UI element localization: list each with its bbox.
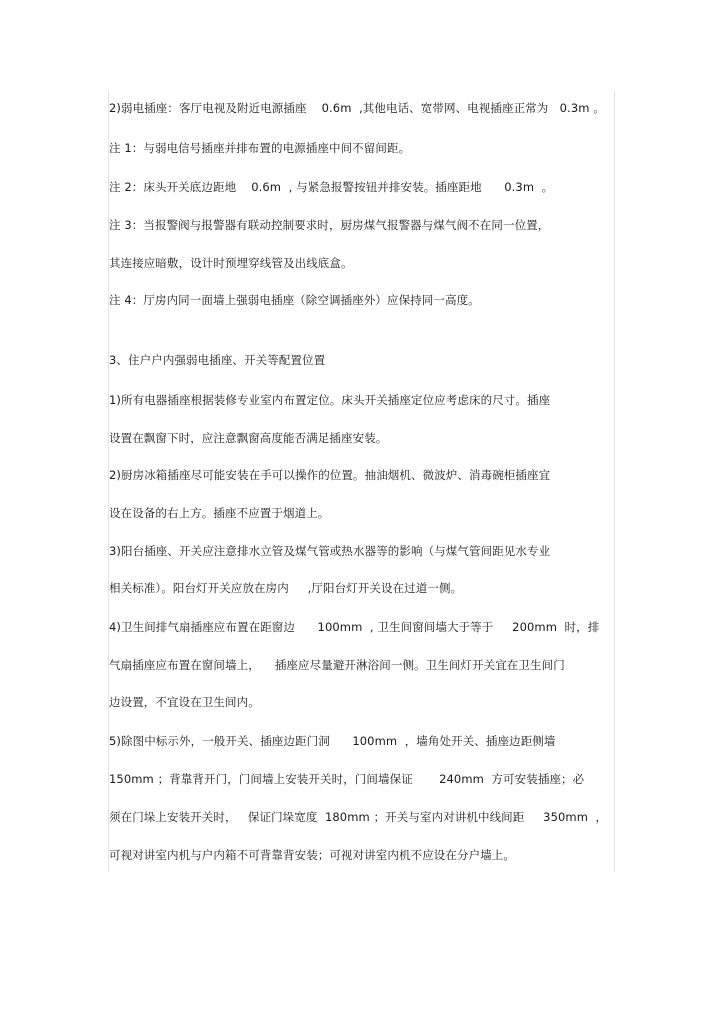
text-line-item-3: 3)阳台插座、开关应注意排水立管及煤气管或热水器等的影响（与煤气管间距见水专业 [109, 544, 551, 558]
text-line-note-3-cont: 其连接应暗敷，设计时预埋穿线管及出线底盒。 [109, 256, 353, 270]
text-line-item-4-cont: 气扇插座应布置在窗间墙上， 插座应尽量避开淋浴间一侧。卫生间灯开关宜在卫生间门 [109, 658, 565, 672]
text-line-item-5-cont: 150mm ；背靠背开门，门间墙上安装开关时，门间墙保证 240mm 方可安装插座；必 [109, 772, 585, 786]
text-line-item-1: 1)所有电器插座根据装修专业室内布置定位。床头开关插座定位应考虑床的尺寸。插座 [109, 393, 551, 407]
text-line-item-2-cont: 设在设备的右上方。插座不应置于烟道上。 [109, 506, 330, 520]
text-line-item-2: 2)厨房冰箱插座尽可能安装在手可以操作的位置。抽油烟机、微波炉、消毒碗柜插座宜 [109, 468, 551, 482]
text-line-note-2: 注 2：床头开关底边距地 0.6m , 与紧急报警按钮并排安装。插座距地 0.3m 。 [109, 180, 554, 194]
text-line-weak-socket-height: 2)弱电插座：客厅电视及附近电源插座 0.6m ,其他电话、宽带网、电视插座正常为 0.3m 。 [109, 101, 605, 115]
text-line-item-1-cont: 设置在飘窗下时，应注意飘窗高度能否满足插座安装。 [109, 431, 388, 445]
text-line-item-4-cont2: 边设置，不宜设在卫生间内。 [109, 695, 260, 709]
text-line-item-5: 5)除图中标示外，一般开关、插座边距门洞 100mm ，墙角处开关、插座边距侧墙 [109, 734, 556, 748]
text-line-item-5-cont2: 须在门垛上安装开关时， 保证门垛宽度 180mm ；开关与室内对讲机中线间距 350mm ， [109, 810, 608, 824]
text-line-note-4: 注 4：厅房内同一面墙上强弱电插座（除空调插座外）应保持同一高度。 [109, 293, 480, 307]
text-line-item-4: 4)卫生间排气扇插座应布置在距窗边 100mm , 卫生间窗间墙大于等于 200mm 时，排 [109, 620, 600, 634]
section-heading-3: 3、住户户内强弱电插座、开关等配置位置 [109, 353, 326, 367]
text-line-item-3-cont: 相关标准）。阳台灯开关应放在房内 ,厅阳台灯开关设在过道一侧。 [109, 581, 463, 595]
text-line-note-3: 注 3：当报警阀与报警器有联动控制要求时，厨房煤气报警器与煤气阀不在同一位置， [109, 218, 550, 232]
text-line-note-1: 注 1：与弱电信号插座并排布置的电源插座中间不留间距。 [109, 141, 411, 155]
text-line-item-5-cont3: 可视对讲室内机与户内箱不可背靠背安装；可视对讲室内机不应设在分户墙上。 [109, 848, 515, 862]
